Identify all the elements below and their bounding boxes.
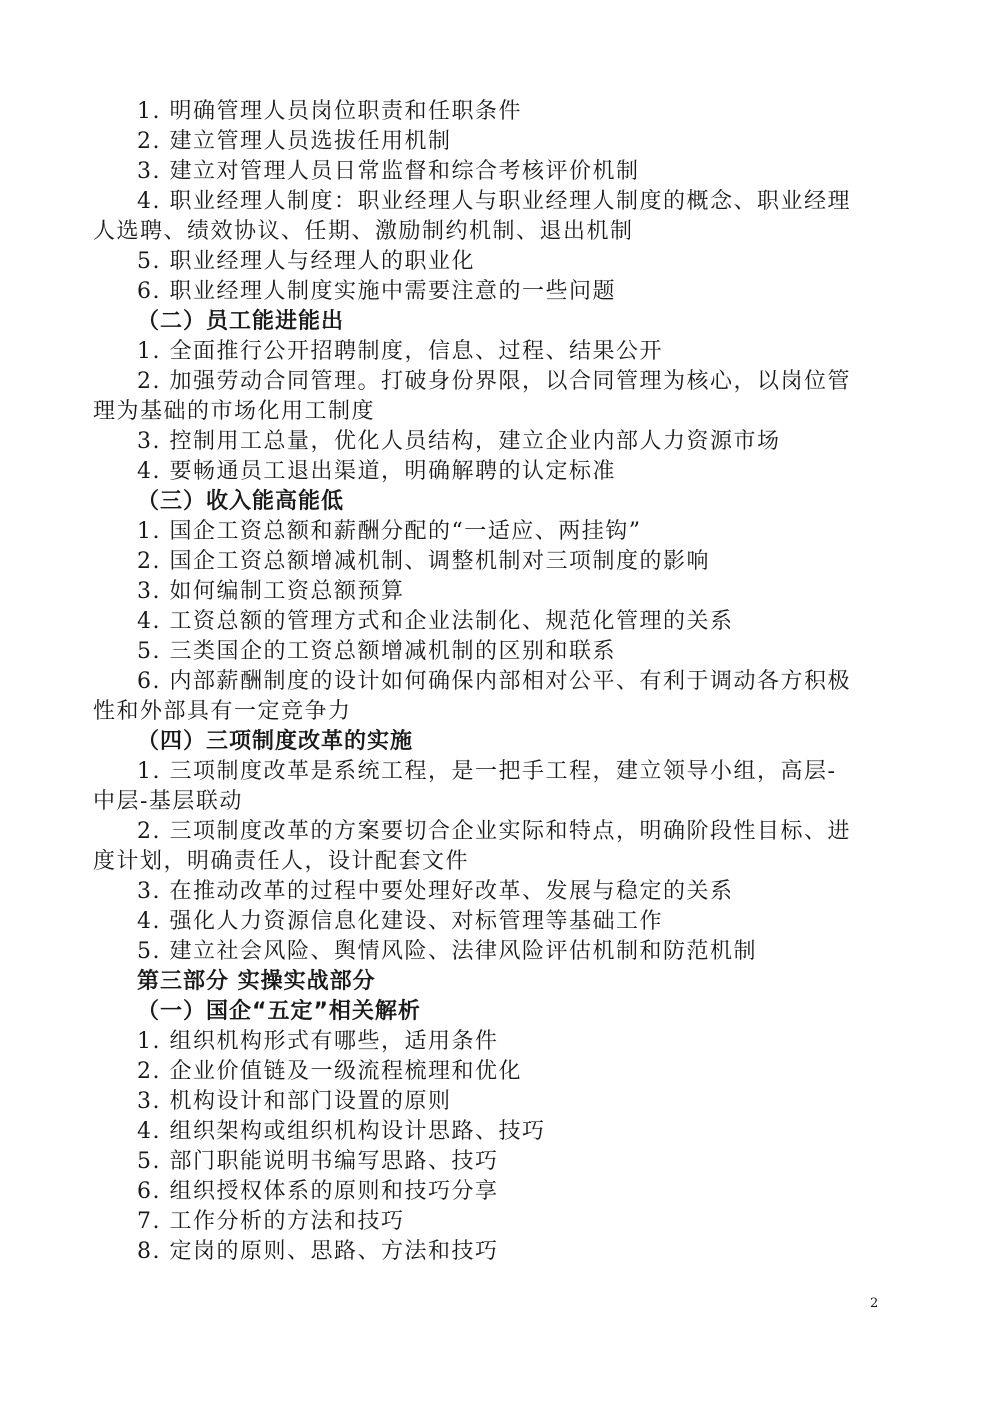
list-item: 4. 强化人力资源信息化建设、对标管理等基础工作 [137, 909, 663, 934]
list-item: 1. 国企工资总额和薪酬分配的“一适应、两挂钩” [137, 519, 642, 544]
list-item: 5. 部门职能说明书编写思路、技巧 [137, 1149, 499, 1174]
list-item: 3. 在推动改革的过程中要处理好改革、发展与稳定的关系 [137, 879, 734, 904]
list-item: 3. 如何编制工资总额预算 [137, 579, 405, 604]
list-item: 4. 职业经理人制度：职业经理人与职业经理人制度的概念、职业经理 [137, 189, 851, 214]
list-item-continuation: 中层-基层联动 [93, 789, 243, 814]
list-item: 2. 企业价值链及一级流程梳理和优化 [137, 1059, 522, 1084]
list-item: 1. 三项制度改革是系统工程，是一把手工程，建立领导小组，高层- [137, 759, 837, 784]
section-heading: （二）员工能进能出 [137, 309, 345, 334]
page-number: 2 [870, 1296, 879, 1311]
list-item: 5. 职业经理人与经理人的职业化 [137, 249, 475, 274]
list-item: 4. 工资总额的管理方式和企业法制化、规范化管理的关系 [137, 609, 734, 634]
document-body [93, 97, 893, 1267]
list-item: 8. 定岗的原则、思路、方法和技巧 [137, 1239, 499, 1264]
section-heading: （一）国企“五定”相关解析 [137, 999, 421, 1024]
list-item: 1. 组织机构形式有哪些，适用条件 [137, 1029, 499, 1054]
section-heading: （三）收入能高能低 [137, 489, 345, 514]
list-item: 5. 三类国企的工资总额增减机制的区别和联系 [137, 639, 616, 664]
list-item-continuation: 度计划，明确责任人，设计配套文件 [93, 849, 470, 874]
list-item-continuation: 人选聘、绩效协议、任期、激励制约机制、退出机制 [93, 219, 634, 244]
list-item: 4. 组织架构或组织机构设计思路、技巧 [137, 1119, 546, 1144]
list-item: 6. 组织授权体系的原则和技巧分享 [137, 1179, 499, 1204]
list-item: 2. 国企工资总额增减机制、调整机制对三项制度的影响 [137, 549, 710, 574]
list-item: 1. 明确管理人员岗位职责和任职条件 [137, 99, 522, 124]
list-item: 1. 全面推行公开招聘制度，信息、过程、结果公开 [137, 339, 663, 364]
list-item: 6. 内部薪酬制度的设计如何确保内部相对公平、有利于调动各方积极 [137, 669, 851, 694]
list-item-continuation: 性和外部具有一定竞争力 [93, 699, 352, 724]
list-item: 7. 工作分析的方法和技巧 [137, 1209, 405, 1234]
list-item: 2. 加强劳动合同管理。打破身份界限，以合同管理为核心，以岗位管 [137, 369, 851, 394]
list-item: 4. 要畅通员工退出渠道，明确解聘的认定标准 [137, 459, 616, 484]
list-item: 3. 机构设计和部门设置的原则 [137, 1089, 452, 1114]
list-item: 3. 控制用工总量，优化人员结构，建立企业内部人力资源市场 [137, 429, 781, 454]
section-heading: （四）三项制度改革的实施 [137, 729, 414, 754]
part-heading: 第三部分 实操实战部分 [137, 969, 376, 994]
list-item: 3. 建立对管理人员日常监督和综合考核评价机制 [137, 159, 640, 184]
list-item: 6. 职业经理人制度实施中需要注意的一些问题 [137, 279, 616, 304]
list-item: 2. 建立管理人员选拔任用机制 [137, 129, 452, 154]
list-item: 2. 三项制度改革的方案要切合企业实际和特点，明确阶段性目标、进 [137, 819, 851, 844]
list-item-continuation: 理为基础的市场化用工制度 [93, 399, 376, 424]
list-item: 5. 建立社会风险、舆情风险、法律风险评估机制和防范机制 [137, 939, 757, 964]
